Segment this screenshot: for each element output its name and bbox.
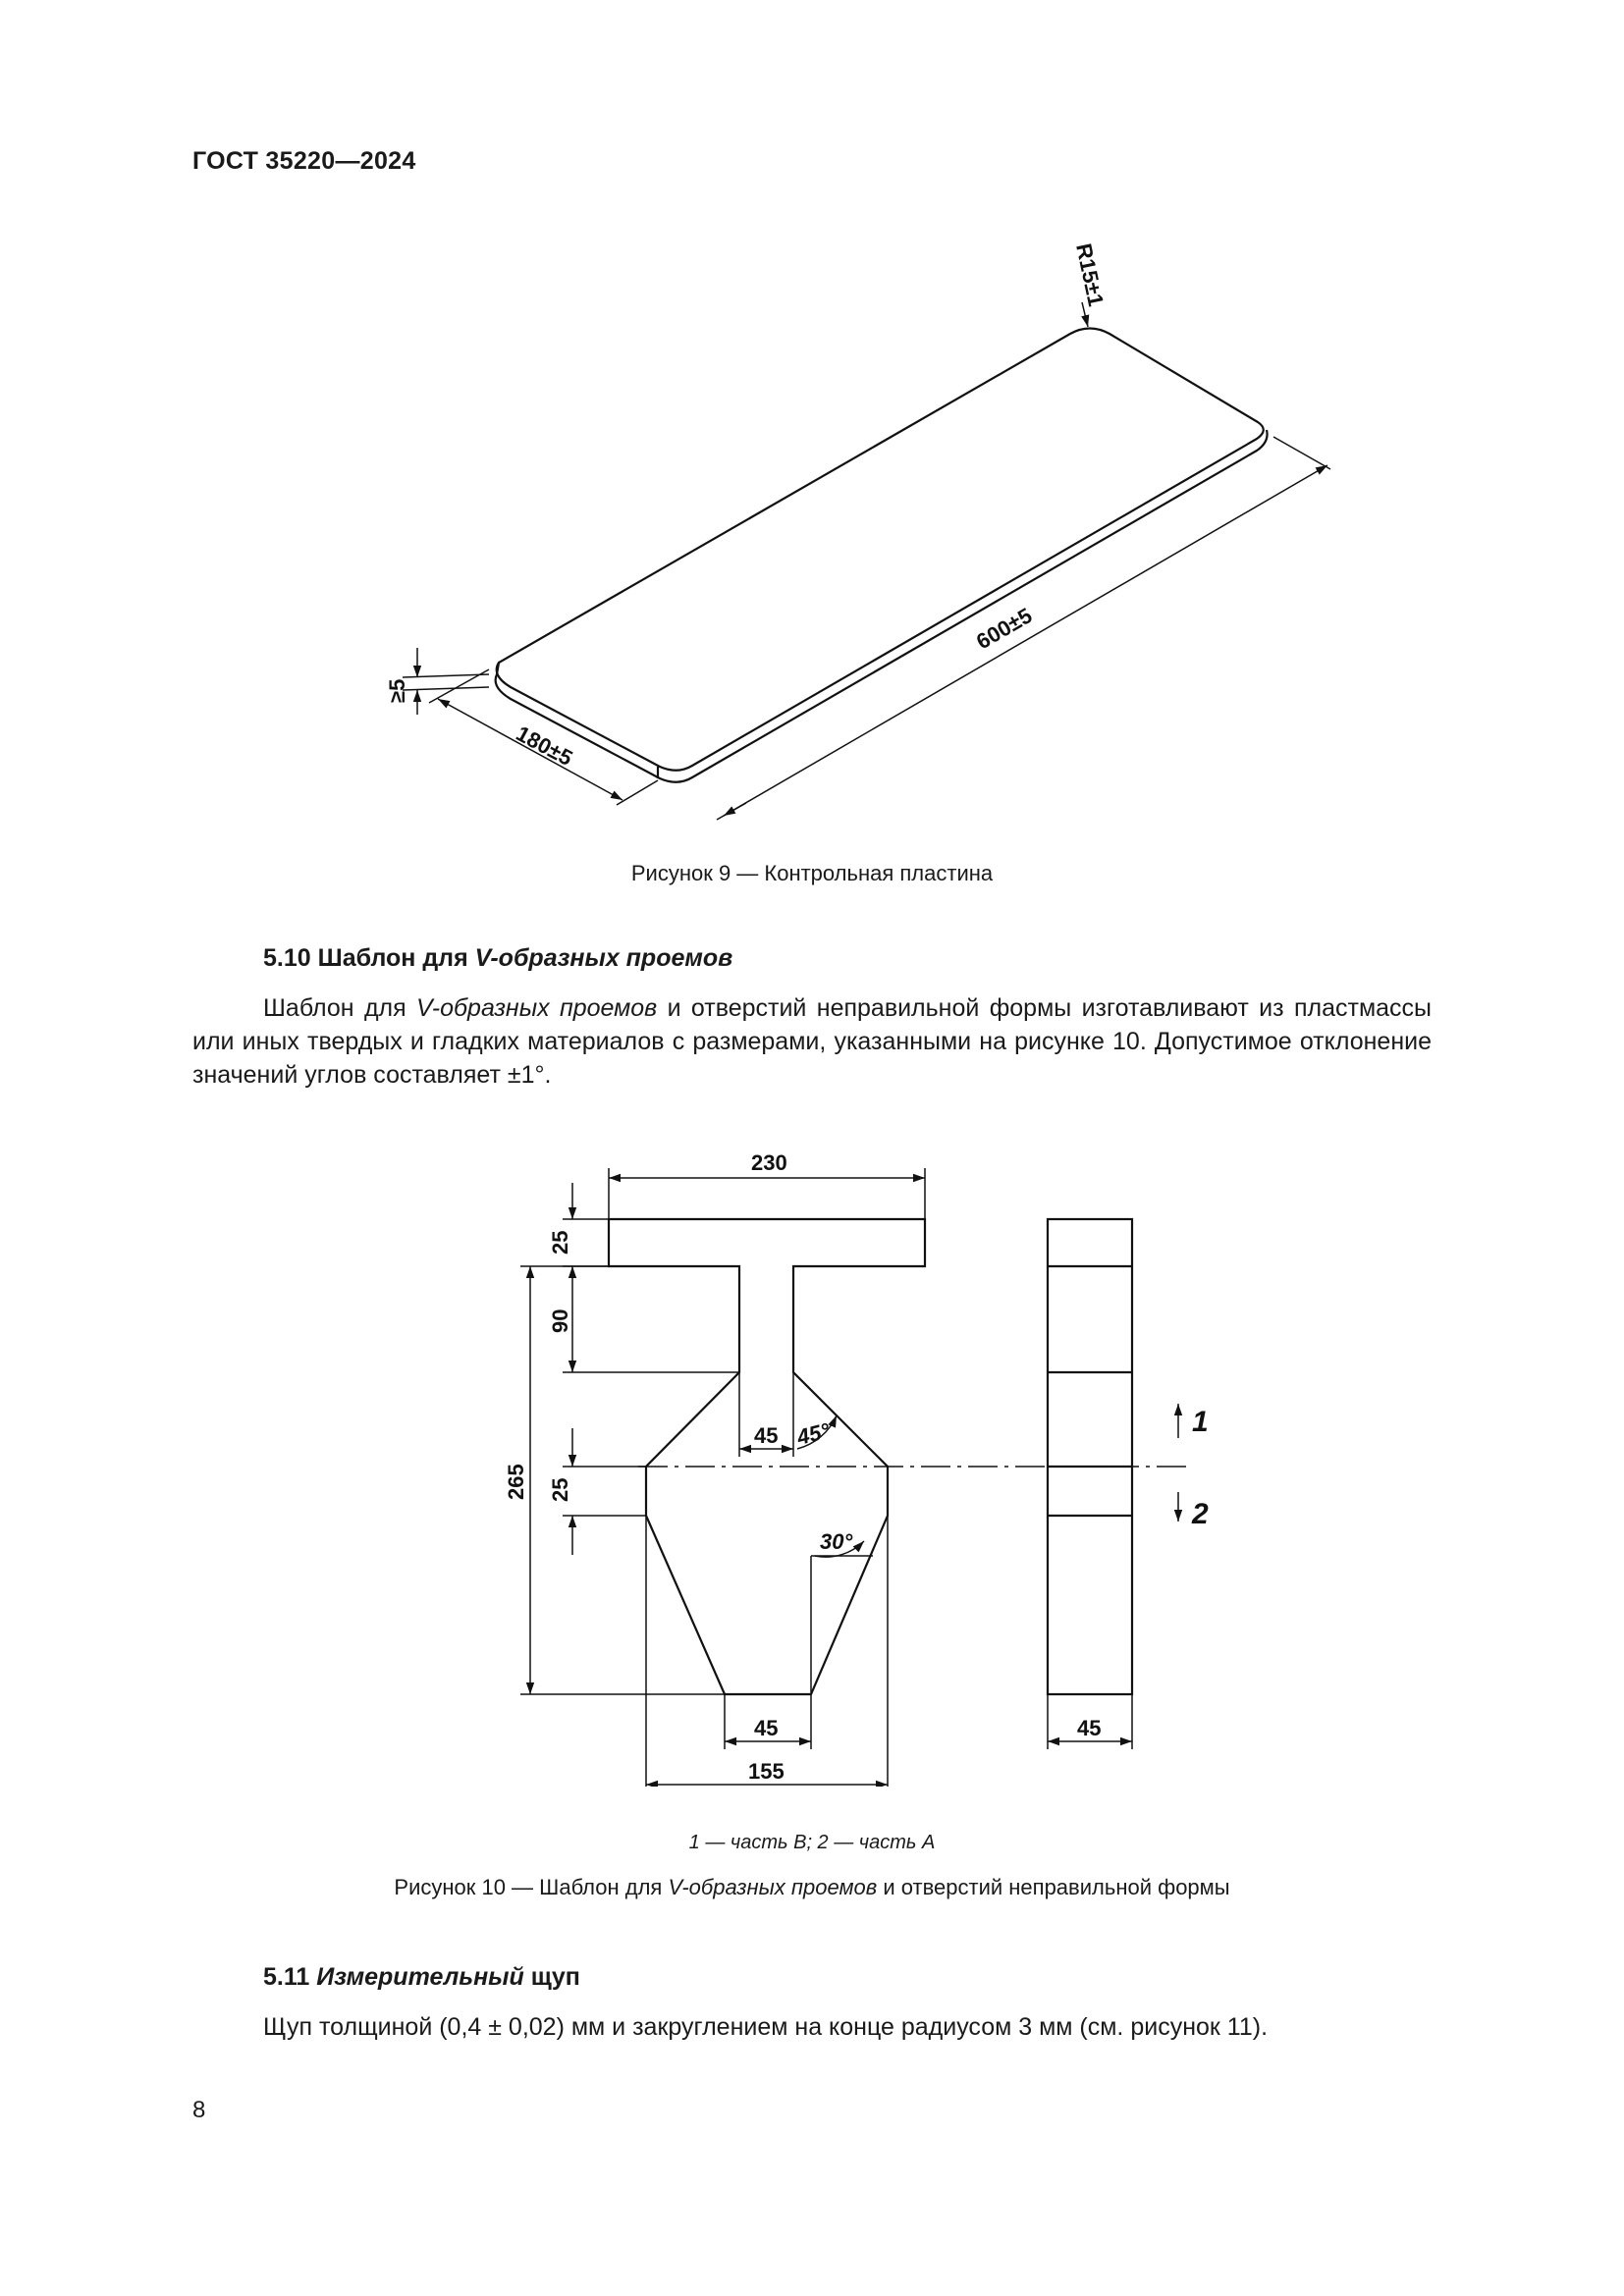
- angle-30-label: 30°: [820, 1529, 853, 1554]
- figure-9-drawing: [0, 0, 1624, 864]
- figure-10-caption: Рисунок 10 — Шаблон для V-образных проемов и отверстий неправильной формы: [394, 1875, 1230, 1899]
- label-1: 1: [1192, 1406, 1209, 1438]
- figure-10-legend: 1 — часть B; 2 — часть A: [688, 1832, 936, 1853]
- dim-230-label: 230: [751, 1150, 787, 1175]
- angle-45-label: 45°: [794, 1417, 833, 1450]
- label-2: 2: [1192, 1498, 1209, 1530]
- plate-top-face: [497, 329, 1264, 771]
- radius-label: R15±1: [1071, 240, 1110, 309]
- template-outline: [609, 1219, 925, 1694]
- width-label: 180±5: [512, 721, 577, 772]
- figure-9-caption: Рисунок 9 — Контрольная пластина: [630, 861, 994, 885]
- dim-155-label: 155: [748, 1759, 785, 1784]
- section-5-10-paragraph: Шаблон для V-образных проемов и отверстий неправильной формы изготавливают из пластмассы или иных твердых и гладких материалов с размерами, указанными на рисунке 10. Допустимое отклонение значений углов составляет ±1°.: [192, 994, 1433, 1089]
- plate-front-edge: [496, 430, 1268, 782]
- figure-10-drawing: [0, 1139, 1624, 1787]
- section-5-11-paragraph: Щуп толщиной (0,4 ± 0,02) мм и закруглением на конце радиусом 3 мм (см. рисунок 11).: [263, 2013, 1269, 2041]
- dim-45-bottom-label: 45: [754, 1716, 779, 1740]
- dim-45-side-label: 45: [1077, 1716, 1102, 1740]
- page-number: 8: [192, 2097, 206, 2123]
- dim-25-top-label: 25: [548, 1230, 572, 1255]
- dim-90-label: 90: [548, 1308, 572, 1333]
- dim-25-mid-label: 25: [548, 1477, 572, 1502]
- side-view-body: [1048, 1219, 1132, 1694]
- length-dim-line: [724, 465, 1327, 816]
- section-5-11-title: 5.11 Измерительный щуп: [263, 1963, 580, 1991]
- dim-265-label: 265: [504, 1464, 528, 1500]
- thickness-label: ≥5: [385, 678, 409, 703]
- dim-45-stem-label: 45: [754, 1423, 779, 1448]
- length-label: 600±5: [972, 603, 1037, 655]
- section-5-10-title: 5.10 Шаблон для V-образных проемов: [263, 944, 733, 972]
- document-header: ГОСТ 35220—2024: [192, 147, 416, 175]
